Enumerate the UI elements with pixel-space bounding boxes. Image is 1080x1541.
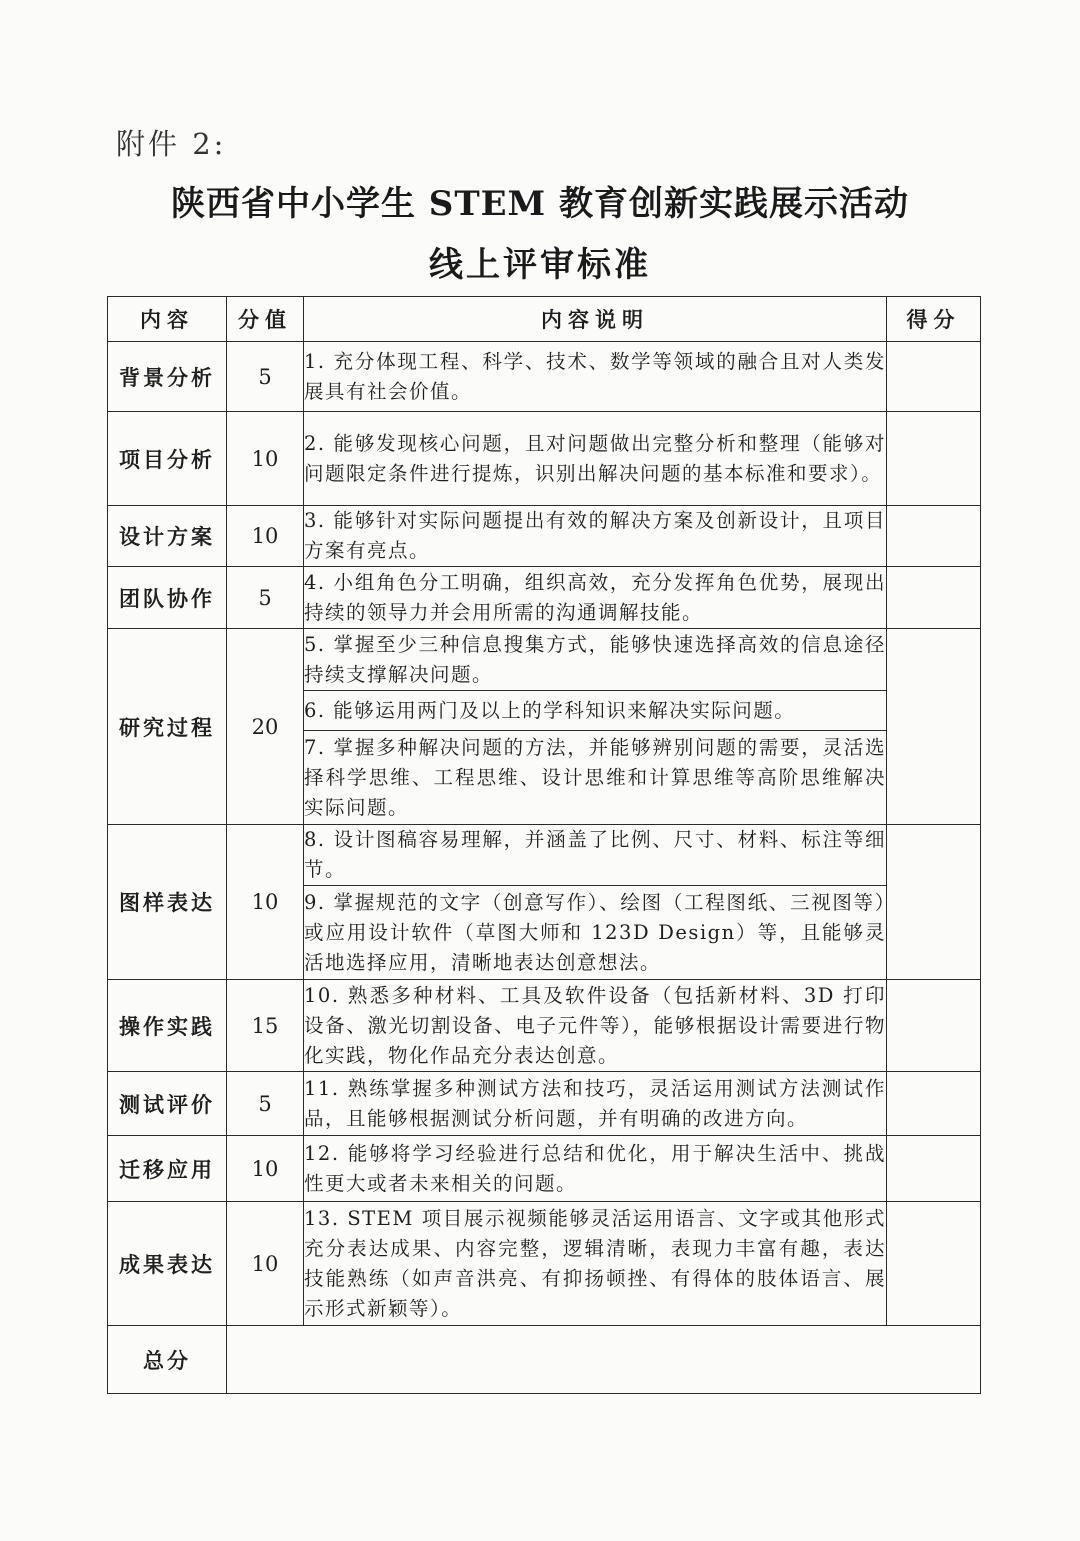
category-cell: 迁移应用 [108,1136,227,1202]
attachment-label: 附件 2: [116,127,227,161]
score-cell: 20 [227,629,304,825]
table-header-row [108,297,981,342]
header-content: 内容 [108,297,227,342]
score-cell: 15 [227,980,304,1072]
description-cell: 13. STEM 项目展示视频能够灵活运用语言、文字或其他形式充分表达成果、内容完整，逻辑清晰，表现力丰富有趣，表达技能熟练（如声音洪亮、有抑扬顿挫、有得体的肢体语言、展示形式新颖等）。 [304,1202,887,1326]
category-cell: 设计方案 [108,506,227,567]
description-cell: 9. 掌握规范的文字（创意写作）、绘图（工程图纸、三视图等）或应用设计软件（草图大师和 123D Design）等，且能够灵活地选择应用，清晰地表达创意想法。 [304,886,887,980]
total-row [108,1326,981,1394]
category-cell: 测试评价 [108,1072,227,1136]
table-row [108,412,981,506]
table-row [108,1072,981,1136]
table-row [108,825,981,886]
obtained-score-cell [887,1072,981,1136]
description-cell: 2. 能够发现核心问题，且对问题做出完整分析和整理（能够对问题限定条件进行提炼，识别出解决问题的基本标准和要求）。 [304,412,887,506]
obtained-score-cell [887,342,981,412]
category-cell: 背景分析 [108,342,227,412]
description-cell: 11. 熟练掌握多种测试方法和技巧，灵活运用测试方法测试作品，且能够根据测试分析问题，并有明确的改进方向。 [304,1072,887,1136]
obtained-score-cell [887,825,981,980]
category-cell: 操作实践 [108,980,227,1072]
score-cell: 5 [227,342,304,412]
score-cell: 10 [227,1202,304,1326]
description-cell: 4. 小组角色分工明确，组织高效，充分发挥角色优势，展现出持续的领导力并会用所需的沟通调解技能。 [304,567,887,629]
category-cell: 图样表达 [108,825,227,980]
description-cell: 5. 掌握至少三种信息搜集方式，能够快速选择高效的信息途径持续支撑解决问题。 [304,629,887,691]
category-cell: 成果表达 [108,1202,227,1326]
score-cell: 10 [227,506,304,567]
description-cell: 8. 设计图稿容易理解，并涵盖了比例、尺寸、材料、标注等细节。 [304,825,887,886]
description-cell: 1. 充分体现工程、科学、技术、数学等领域的融合且对人类发展具有社会价值。 [304,342,887,412]
table-row [108,629,981,691]
total-label: 总分 [108,1326,227,1394]
table-row [108,567,981,629]
table-row [108,980,981,1072]
obtained-score-cell [887,1202,981,1326]
document-title: 陕西省中小学生 STEM 教育创新实践展示活动 [170,184,910,224]
obtained-score-cell [887,629,981,825]
rubric-table [107,296,981,1394]
table-row [108,506,981,567]
header-score: 分值 [227,297,304,342]
score-cell: 10 [227,1136,304,1202]
category-cell: 研究过程 [108,629,227,825]
score-cell: 5 [227,567,304,629]
score-cell: 10 [227,825,304,980]
description-cell: 3. 能够针对实际问题提出有效的解决方案及创新设计，且项目方案有亮点。 [304,506,887,567]
score-cell: 5 [227,1072,304,1136]
header-obtained: 得分 [887,297,981,342]
obtained-score-cell [887,412,981,506]
table-row [108,342,981,412]
description-cell: 6. 能够运用两门及以上的学科知识来解决实际问题。 [304,691,887,731]
total-score-cell [227,1326,981,1394]
description-cell: 7. 掌握多种解决问题的方法，并能够辨别问题的需要，灵活选择科学思维、工程思维、设计思维和计算思维等高阶思维解决实际问题。 [304,731,887,825]
document-subtitle: 线上评审标准 [429,245,651,285]
category-cell: 项目分析 [108,412,227,506]
description-cell: 10. 熟悉多种材料、工具及软件设备（包括新材料、3D 打印设备、激光切割设备、电子元件等），能够根据设计需要进行物化实践，物化作品充分表达创意。 [304,980,887,1072]
header-description: 内容说明 [304,297,887,342]
obtained-score-cell [887,980,981,1072]
category-cell: 团队协作 [108,567,227,629]
score-cell: 10 [227,412,304,506]
table-row [108,1202,981,1326]
obtained-score-cell [887,567,981,629]
obtained-score-cell [887,1136,981,1202]
obtained-score-cell [887,506,981,567]
description-cell: 12. 能够将学习经验进行总结和优化，用于解决生活中、挑战性更大或者未来相关的问题。 [304,1136,887,1202]
table-row [108,1136,981,1202]
